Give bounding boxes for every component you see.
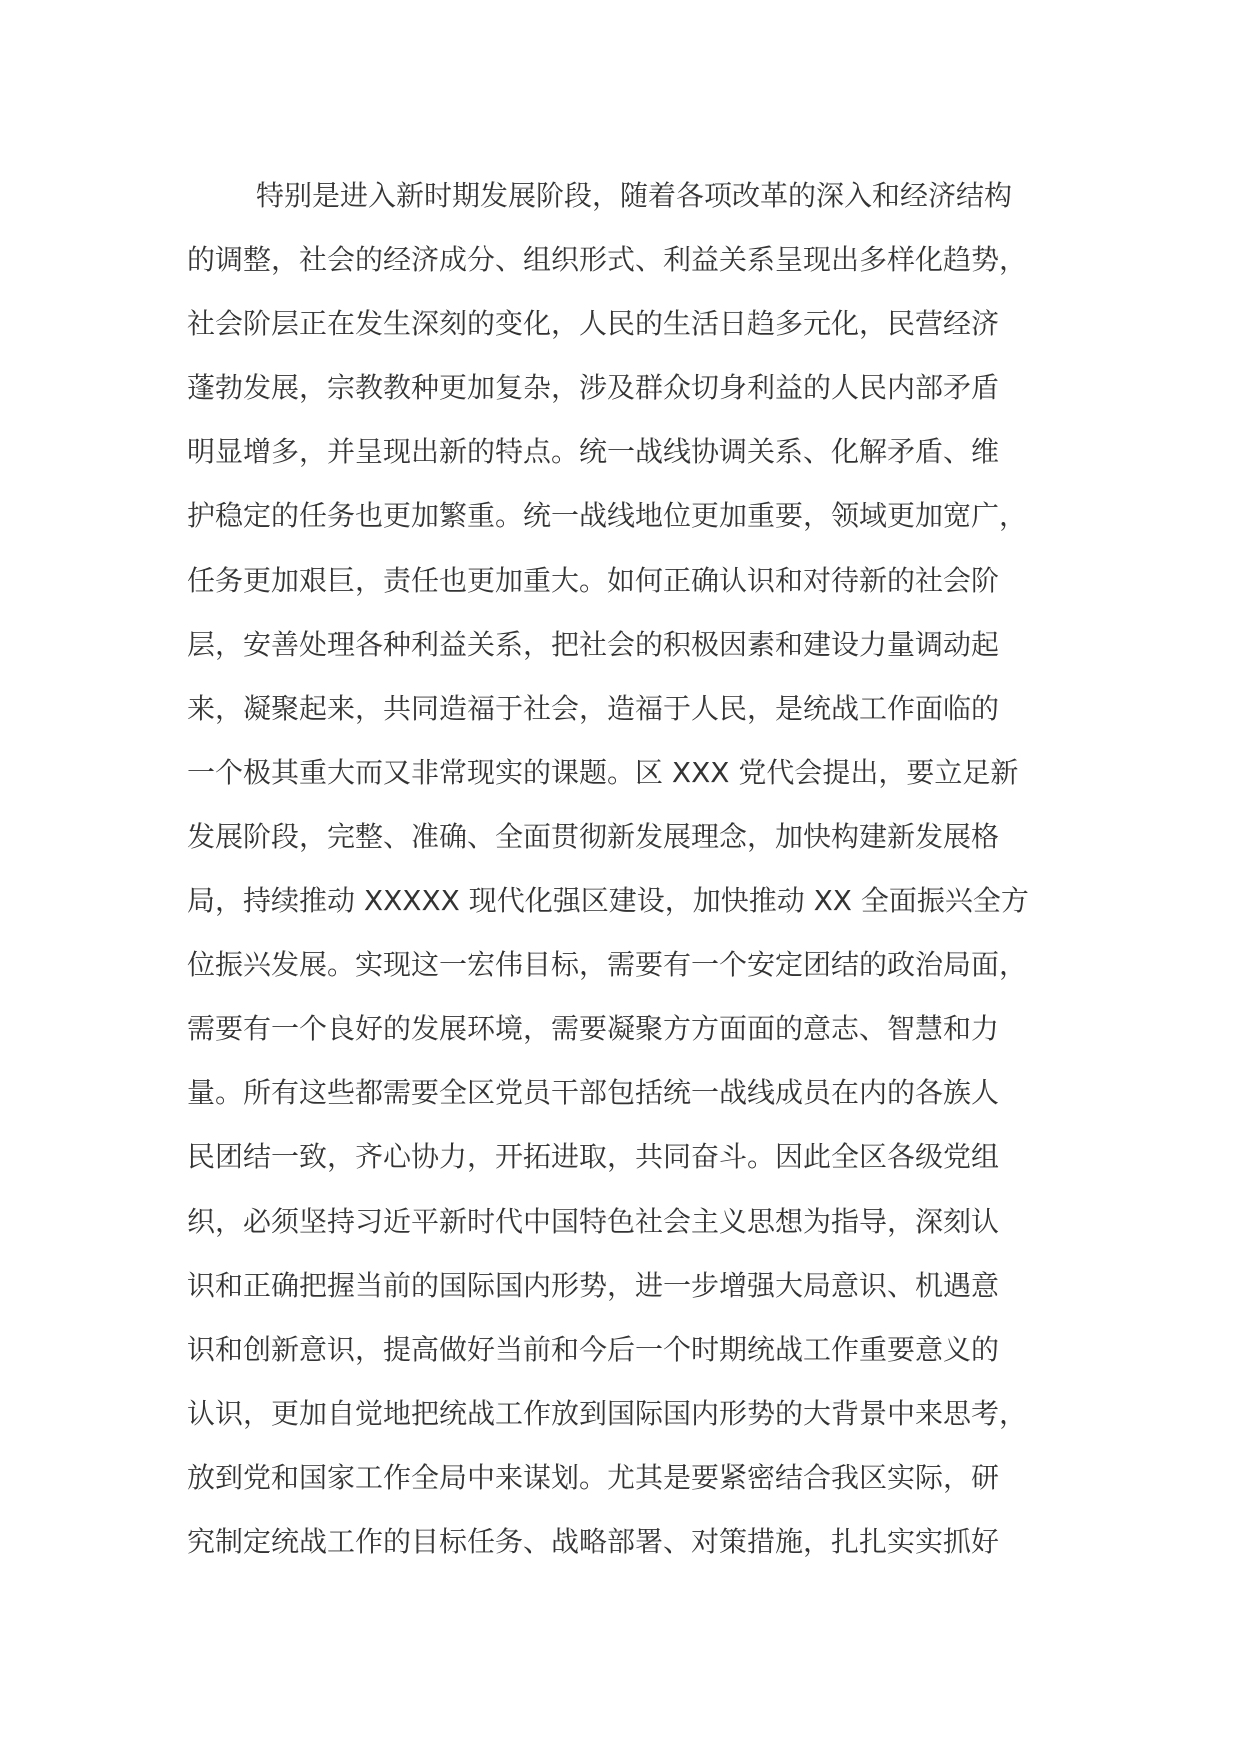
paragraph-line: 需要有一个良好的发展环境，需要凝聚方方面面的意志、智慧和力 xyxy=(187,1012,1000,1046)
paragraph-line: 识和创新意识，提高做好当前和今后一个时期统战工作重要意义的 xyxy=(187,1332,1000,1366)
body-paragraph xyxy=(187,164,1087,1574)
paragraph-line: 放到党和国家工作全局中来谋划。尤其是要紧密结合我区实际，研 xyxy=(187,1460,1000,1494)
paragraph-line: 的调整，社会的经济成分、组织形式、利益关系呈现出多样化趋势， xyxy=(187,243,1028,277)
paragraph-line: 明显增多，并呈现出新的特点。统一战线协调关系、化解矛盾、维 xyxy=(187,435,1000,469)
paragraph-line: 究制定统战工作的目标任务、战略部署、对策措施，扎扎实实抓好 xyxy=(187,1524,1000,1558)
paragraph-line: 识和正确把握当前的国际国内形势，进一步增强大局意识、机遇意 xyxy=(187,1268,1000,1302)
paragraph-line: 局，持续推动 XXXXX 现代化强区建设，加快推动 XX 全面振兴全方 xyxy=(187,884,1029,918)
paragraph-line: 一个极其重大而又非常现实的课题。区 XXX 党代会提出，要立足新 xyxy=(187,755,1019,789)
paragraph-line: 位振兴发展。实现这一宏伟目标，需要有一个安定团结的政治局面， xyxy=(187,948,1028,982)
paragraph-line: 民团结一致，齐心协力，开拓进取，共同奋斗。因此全区各级党组 xyxy=(187,1140,1000,1174)
paragraph-line: 护稳定的任务也更加繁重。统一战线地位更加重要，领域更加宽广， xyxy=(187,499,1028,533)
paragraph-line: 认识，更加自觉地把统战工作放到国际国内形势的大背景中来思考， xyxy=(187,1396,1028,1430)
paragraph-line: 层，安善处理各种利益关系，把社会的积极因素和建设力量调动起 xyxy=(187,627,1000,661)
paragraph-line: 织，必须坚持习近平新时代中国特色社会主义思想为指导，深刻认 xyxy=(187,1204,1000,1238)
paragraph-line: 来，凝聚起来，共同造福于社会，造福于人民，是统战工作面临的 xyxy=(187,691,1000,725)
paragraph-line: 蓬勃发展，宗教教种更加复杂，涉及群众切身利益的人民内部矛盾 xyxy=(187,371,1000,405)
paragraph-line: 特别是进入新时期发展阶段，随着各项改革的深入和经济结构 xyxy=(256,179,1013,212)
paragraph-line: 任务更加艰巨，责任也更加重大。如何正确认识和对待新的社会阶 xyxy=(187,563,1000,597)
paragraph-line: 量。所有这些都需要全区党员干部包括统一战线成员在内的各族人 xyxy=(187,1076,1000,1110)
paragraph-line: 社会阶层正在发生深刻的变化，人民的生活日趋多元化，民营经济 xyxy=(187,307,1000,341)
paragraph-line: 发展阶段，完整、准确、全面贯彻新发展理念，加快构建新发展格 xyxy=(187,819,1000,853)
